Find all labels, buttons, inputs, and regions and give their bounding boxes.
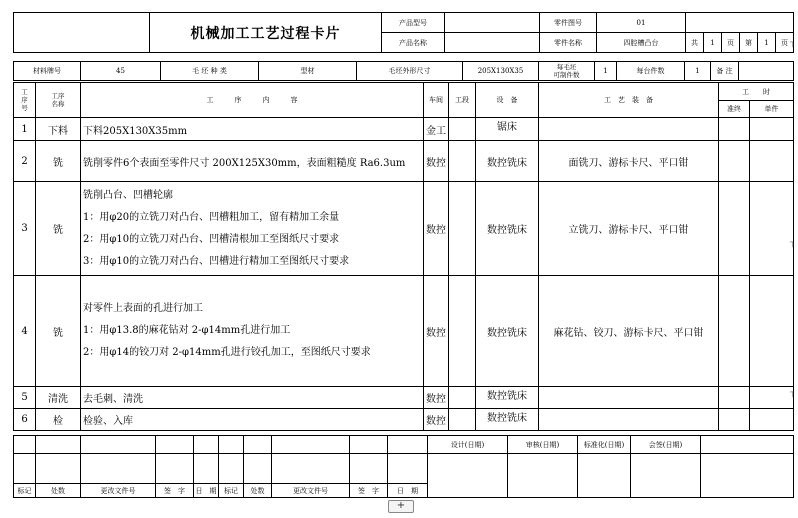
part-name-label: 零件名称: [540, 33, 597, 53]
op-workshop: 数控: [424, 182, 449, 276]
footer-cell[interactable]: [156, 454, 194, 484]
table-row: [14, 409, 794, 431]
per-unit-label: 每台件数: [617, 62, 685, 81]
op-time-unit[interactable]: [750, 409, 794, 431]
footer-cell[interactable]: [14, 454, 36, 484]
op-section: [449, 182, 476, 276]
col-equipment: 设 备: [476, 83, 539, 118]
col-op-name-2: 名称: [51, 100, 65, 108]
op-time-unit[interactable]: [750, 141, 794, 182]
page-value[interactable]: 1: [758, 33, 776, 53]
date-label: 日 期: [194, 484, 219, 498]
product-model-value[interactable]: [445, 13, 540, 33]
footer-cell[interactable]: [244, 454, 272, 484]
page-label: 第: [740, 33, 758, 53]
col-section: 工段: [449, 83, 476, 118]
footer-cell: [701, 436, 794, 454]
op-time-prep[interactable]: [719, 409, 750, 431]
op-content-line: 1：用φ20的立铣刀对凸台、凹槽粗加工，留有精加工余量: [83, 211, 340, 223]
col-content: 工 序 内 容: [81, 83, 424, 118]
product-model-label: 产品型号: [382, 13, 445, 33]
op-content-line: 对零件上表面的孔进行加工: [83, 303, 203, 314]
op-no: 4: [14, 276, 36, 387]
op-section: [449, 409, 476, 431]
design-date-label: 设计(日期): [428, 436, 508, 454]
col-time: 工 时: [719, 83, 794, 101]
op-time-unit[interactable]: [750, 276, 794, 387]
change-doc-label: 更改文件号: [81, 484, 156, 498]
footer-cell[interactable]: [350, 454, 388, 484]
total-unit: 页: [722, 33, 740, 53]
op-content[interactable]: 去毛刺、清洗: [81, 387, 424, 409]
total-value[interactable]: 1: [704, 33, 722, 53]
op-name: 检: [36, 409, 81, 431]
op-content-line: 2：用φ14的铰刀对 2-φ14mm孔进行铰孔加工，至图纸尺寸要求: [83, 347, 371, 358]
sign-date-value[interactable]: [631, 454, 701, 498]
op-equipment: 锯床: [476, 118, 539, 141]
footer-table: [13, 435, 794, 498]
footer-cell: [156, 436, 194, 454]
header-right-blank: [686, 13, 794, 33]
footer-cell: [14, 436, 36, 454]
card-title: 机械加工工艺过程卡片: [150, 13, 382, 53]
op-name: 铣: [36, 182, 81, 276]
op-content-line: 3：用φ10的立铣刀对凸台、凹槽进行精加工至图纸尺寸要求: [83, 255, 350, 267]
standard-date-value[interactable]: [578, 454, 631, 498]
header-table: [13, 12, 794, 53]
add-sheet-button[interactable]: +: [388, 500, 414, 513]
change-doc-label-2: 更改文件号: [272, 484, 350, 498]
footer-cell[interactable]: [81, 454, 156, 484]
col-op-no-3: 号: [21, 104, 28, 112]
footer-cell[interactable]: [194, 454, 219, 484]
count-label-2: 处数: [244, 484, 272, 498]
col-op-name: [36, 83, 81, 118]
footer-cell[interactable]: [219, 454, 244, 484]
op-name: 下料: [36, 118, 81, 141]
total-label: 共: [686, 33, 704, 53]
op-tooling: 面铣刀、游标卡尺、平口钳: [539, 141, 719, 182]
footer-cell: [350, 436, 388, 454]
table-row: [14, 118, 794, 141]
signature-label-2: 签 字: [350, 484, 388, 498]
op-content[interactable]: [81, 276, 424, 387]
op-name: 清洗: [36, 387, 81, 409]
material-table: [13, 61, 794, 81]
op-time-unit[interactable]: [750, 387, 794, 409]
op-content[interactable]: 检验、入库: [81, 409, 424, 431]
operations-table: [13, 82, 794, 431]
material-grade-value[interactable]: 45: [81, 62, 161, 81]
op-time-prep[interactable]: [719, 118, 750, 141]
op-workshop: 金工: [424, 118, 449, 141]
mark-label-2: 标记: [219, 484, 244, 498]
op-time-prep[interactable]: [719, 182, 750, 276]
col-tooling: 工 艺 装 备: [539, 83, 719, 118]
blank-size-label: 毛坯外形尺寸: [357, 62, 463, 81]
op-equipment: 数控铣床: [476, 141, 539, 182]
op-time-unit[interactable]: [750, 182, 794, 276]
header-blank: [14, 13, 150, 53]
footer-cell: [81, 436, 156, 454]
footer-cell[interactable]: [388, 454, 428, 484]
blank-type-label: 毛 坯 种 类: [161, 62, 259, 81]
op-equipment: 数控铣床: [476, 182, 539, 276]
standard-date-label: 标准化(日期): [578, 436, 631, 454]
op-no: 2: [14, 141, 36, 182]
col-op-no-1: 工: [21, 88, 28, 96]
op-workshop: 数控: [424, 141, 449, 182]
part-no-value[interactable]: 01: [597, 13, 686, 33]
op-section: [449, 276, 476, 387]
op-content-line: 1：用φ13.8的麻花钻对 2-φ14mm孔进行加工: [83, 325, 291, 336]
op-workshop: 数控: [424, 276, 449, 387]
op-tooling: [539, 387, 719, 409]
op-tooling: [539, 118, 719, 141]
op-equipment: 数控铣床: [476, 387, 539, 409]
op-time-unit[interactable]: [750, 118, 794, 141]
op-content[interactable]: [81, 182, 424, 276]
table-row: [14, 387, 794, 409]
count-label: 处数: [36, 484, 81, 498]
footer-cell: [244, 436, 272, 454]
per-blank-label: [539, 62, 595, 81]
col-op-name-1: 工序: [51, 92, 65, 100]
footer-cell: [272, 436, 350, 454]
review-date-value[interactable]: [508, 454, 578, 498]
op-tooling: 立铣刀、游标卡尺、平口钳: [539, 182, 719, 276]
remark-value[interactable]: [739, 62, 794, 81]
blank-type-value[interactable]: 型材: [259, 62, 357, 81]
footer-cell: [36, 436, 81, 454]
op-no: 3: [14, 182, 36, 276]
row-marker-icon: ┐: [790, 38, 796, 48]
op-no: 6: [14, 409, 36, 431]
op-no: 5: [14, 387, 36, 409]
op-time-prep[interactable]: [719, 141, 750, 182]
op-content[interactable]: 下料205X130X35mm: [81, 118, 424, 141]
footer-cell: [219, 436, 244, 454]
part-name-value[interactable]: 四腔槽凸台: [597, 33, 686, 53]
op-workshop: 数控: [424, 409, 449, 431]
table-row: [14, 276, 794, 387]
mark-label: 标记: [14, 484, 36, 498]
page-unit: 页: [776, 33, 794, 53]
footer-cell[interactable]: [36, 454, 81, 484]
part-no-label: 零件图号: [540, 13, 597, 33]
row-marker-icon: ┐: [790, 238, 796, 248]
op-content-line: 2：用φ10的立铣刀对凸台、凹槽清根加工至图纸尺寸要求: [83, 233, 340, 245]
product-name-value[interactable]: [445, 33, 540, 53]
op-time-prep[interactable]: [719, 276, 750, 387]
col-time-unit: 单件: [750, 101, 794, 118]
sign-date-label: 会签(日期): [631, 436, 701, 454]
product-name-label: 产品名称: [382, 33, 445, 53]
op-tooling: [539, 409, 719, 431]
op-no: 1: [14, 118, 36, 141]
per-blank-value[interactable]: 1: [595, 62, 617, 81]
col-workshop: 车间: [424, 83, 449, 118]
op-content-line: 铣削凸台、凹槽轮廓: [83, 189, 173, 201]
remark-label: 备 注: [711, 62, 739, 81]
op-section: [449, 141, 476, 182]
op-name: 铣: [36, 141, 81, 182]
table-row: [14, 141, 794, 182]
op-equipment: 数控铣床: [476, 409, 539, 431]
design-date-value[interactable]: [428, 454, 508, 498]
op-workshop: 数控: [424, 387, 449, 409]
footer-cell: [194, 436, 219, 454]
review-date-label: 审核(日期): [508, 436, 578, 454]
op-section: [449, 118, 476, 141]
footer-cell[interactable]: [272, 454, 350, 484]
row-marker-icon: ┐: [790, 388, 796, 398]
per-blank-label-line2: 可制件数: [553, 71, 580, 79]
signature-label: 签 字: [156, 484, 194, 498]
table-row: [14, 182, 794, 276]
footer-cell: [388, 436, 428, 454]
material-grade-label: 材料牌号: [14, 62, 81, 81]
col-op-no: [14, 83, 36, 118]
op-name: 铣: [36, 276, 81, 387]
op-equipment: 数控铣床: [476, 276, 539, 387]
op-tooling: 麻花钻、铰刀、游标卡尺、平口钳: [539, 276, 719, 387]
per-unit-value[interactable]: 1: [685, 62, 711, 81]
op-section: [449, 387, 476, 409]
blank-size-value[interactable]: 205X130X35: [463, 62, 539, 81]
col-time-prep: 准终: [719, 101, 750, 118]
op-content[interactable]: 铣削零件6个表面至零件尺寸 200X125X30mm，表面粗糙度 Ra6.3um: [81, 141, 424, 182]
footer-cell[interactable]: [701, 454, 794, 498]
per-blank-label-line1: 每毛坯: [556, 63, 577, 71]
col-op-no-2: 序: [21, 96, 28, 104]
op-time-prep[interactable]: [719, 387, 750, 409]
date-label-2: 日 期: [388, 484, 428, 498]
